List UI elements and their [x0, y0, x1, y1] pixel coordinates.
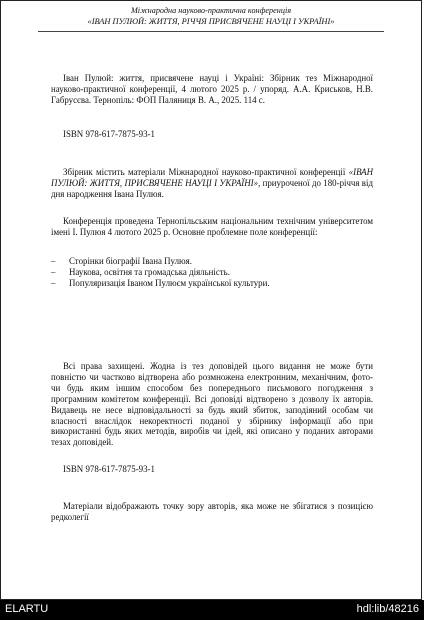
- abstract-text-start: Збірник містить матеріали Міжнародної науково-практичної конференції: [63, 167, 349, 177]
- abstract-conference-title: «ІВАН ПУЛЮЙ: ЖИТТЯ, ПРИСВЯЧЕНЕ НАУЦІ І УКРАЇНІ»: [51, 167, 373, 188]
- topic-text: Популяризація Іваном Пулюєм української культури.: [69, 277, 270, 288]
- handle-link[interactable]: hdl:lib/48216: [356, 603, 419, 615]
- editorial-note: Матеріали відображають точку зору авторів, яка може не збігатися з позицією редколегії: [51, 501, 373, 522]
- repository-name: ELARTU: [5, 603, 49, 615]
- topics-list: [51, 256, 373, 289]
- topic-text: Наукова, освітня та громадська діяльність.: [69, 266, 230, 277]
- topic-text: Сторінки біографії Івана Пулюя.: [69, 256, 192, 266]
- abstract-text-end: , приуроченої до 180-річчя від дня народження Івана Пулюя.: [51, 177, 373, 199]
- isbn: ISBN 978-617-7875-93-1: [63, 129, 155, 139]
- copyright-notice: Всі права захищені. Жодна із тез доповідей цього видання не може бути повністю чи частково відтворена або розмножена електронним, механічним, фото- чи будь яким іншим способом без попереднього письмового погодження з програмним комітетом конференції. Всі доповіді відтворено з дозволу їх авторів. Видавець не несе відповідальності за будь який збиток, заподіяний особам чи власності внаслідок некоректності поданої у збірнику інформації або при використанні будь яких методів, виробів чи ідей, які описано у поданих авторами тезах доповідей.: [51, 361, 373, 448]
- conference-header: [41, 5, 381, 27]
- list-item: [51, 278, 373, 289]
- list-item: [51, 267, 373, 278]
- dash-bullet: –: [51, 266, 56, 277]
- dash-bullet: –: [51, 277, 56, 288]
- dash-bullet: –: [51, 256, 56, 266]
- isbn-repeat: ISBN 978-617-7875-93-1: [63, 464, 155, 474]
- conference-paragraph: Конференція проведена Тернопільським національним технічним університетом імені І. Пулюя 4 лютого 2025 р. Основне проблемне поле конференції:: [51, 216, 373, 237]
- conference-title: «ІВАН ПУЛЮЙ: ЖИТТЯ, РІЧЧЯ ПРИСВЯЧЕНЕ НАУЦІ І УКРАЇНІ»: [87, 17, 335, 26]
- abstract-paragraph: [51, 167, 373, 200]
- list-item: [51, 256, 373, 267]
- bibliographic-citation: Іван Пулюй: життя, присвячене науці і Україні: Збірник тез Міжнародної науково-практичної конференції, 4 лютого 2025 р. / упоряд. А.А. Криськов, Н.В. Габрусєва. Тернопіль: ФОП Паляниця В. А., 2025. 114 с.: [51, 73, 373, 105]
- header-divider: [38, 31, 384, 32]
- repository-footer-bar: [0, 600, 424, 620]
- conference-name: Міжнародна науково-практична конференція: [130, 6, 292, 15]
